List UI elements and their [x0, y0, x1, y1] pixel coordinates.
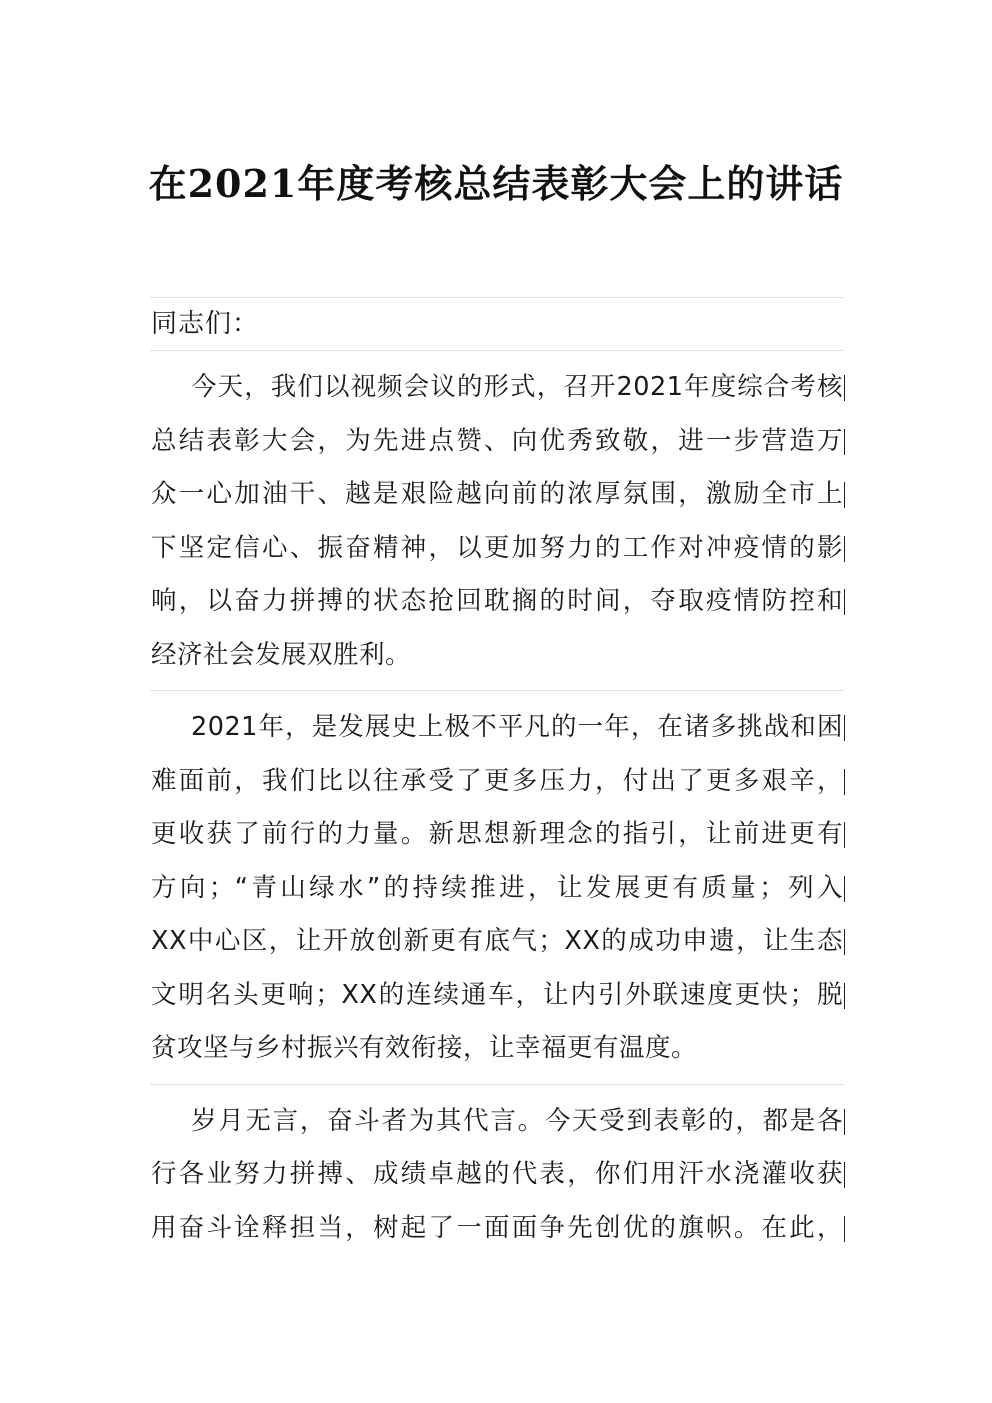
text-line: 今天，我们以视频会议的形式，召开2021年度综合考核 — [191, 372, 843, 402]
paragraph-3 — [151, 1085, 843, 1264]
text-line: XX中心区，让开放创新更有底气；XX的成功申遗，让生态 — [151, 926, 843, 956]
text-line: 方向；“青山绿水”的持续推进，让发展更有质量；列入 — [151, 872, 843, 903]
text-line: 总结表彰大会，为先进点赞、向优秀致敬，进一步营造万 — [151, 425, 843, 456]
text-line: 文明名头更响；XX的连续通车，让内引外联速度更快；脱 — [151, 979, 843, 1010]
text-line: 贫攻坚与乡村振兴有效衔接，让幸福更有温度。 — [151, 1033, 698, 1063]
text-cursor-bar — [844, 429, 845, 455]
text-cursor-bar — [844, 1216, 845, 1242]
salutation: 同志们： — [151, 309, 260, 339]
text-line: 响，以奋力拼搏的状态抢回耽搁的时间，夺取疫情防控和 — [151, 586, 843, 616]
document-title: 在2021年度考核总结表彰大会上的讲话 — [148, 161, 844, 206]
document-body — [151, 297, 843, 1263]
text-line: 岁月无言，奋斗者为其代言。今天受到表彰的，都是各 — [191, 1105, 843, 1136]
text-cursor-bar — [844, 482, 845, 508]
text-line: 难面前，我们比以往承受了更多压力，付出了更多艰辛， — [151, 765, 843, 796]
paragraph-2 — [151, 691, 843, 1084]
text-line: 下坚定信心、振奋精神，以更加努力的工作对冲疫情的影 — [151, 532, 843, 563]
text-cursor-bar — [844, 929, 845, 955]
text-line: 众一心加油干、越是艰险越向前的浓厚氛围，激励全市上 — [151, 479, 843, 509]
text-line: 用奋斗诠释担当，树起了一面面争先创优的旗帜。在此， — [151, 1212, 843, 1243]
text-cursor-bar — [844, 536, 845, 562]
text-cursor-bar — [844, 589, 845, 615]
text-cursor-bar — [844, 876, 845, 902]
text-line: 经济社会发展双胜利。 — [151, 639, 412, 670]
text-cursor-bar — [844, 1109, 845, 1135]
text-cursor-bar — [844, 1162, 845, 1188]
text-line: 2021年，是发展史上极不平凡的一年，在诸多挑战和困 — [191, 712, 843, 742]
text-cursor-bar — [844, 822, 845, 848]
text-cursor-bar — [844, 983, 845, 1009]
paragraph-1 — [151, 351, 843, 690]
text-cursor-bar — [844, 715, 845, 741]
text-line: 更收获了前行的力量。新思想新理念的指引，让前进更有 — [151, 819, 843, 849]
text-line: 行各业努力拼搏、成绩卓越的代表，你们用汗水浇灌收获 — [151, 1159, 843, 1189]
text-cursor-bar — [844, 375, 845, 401]
text-cursor-bar — [844, 769, 845, 795]
